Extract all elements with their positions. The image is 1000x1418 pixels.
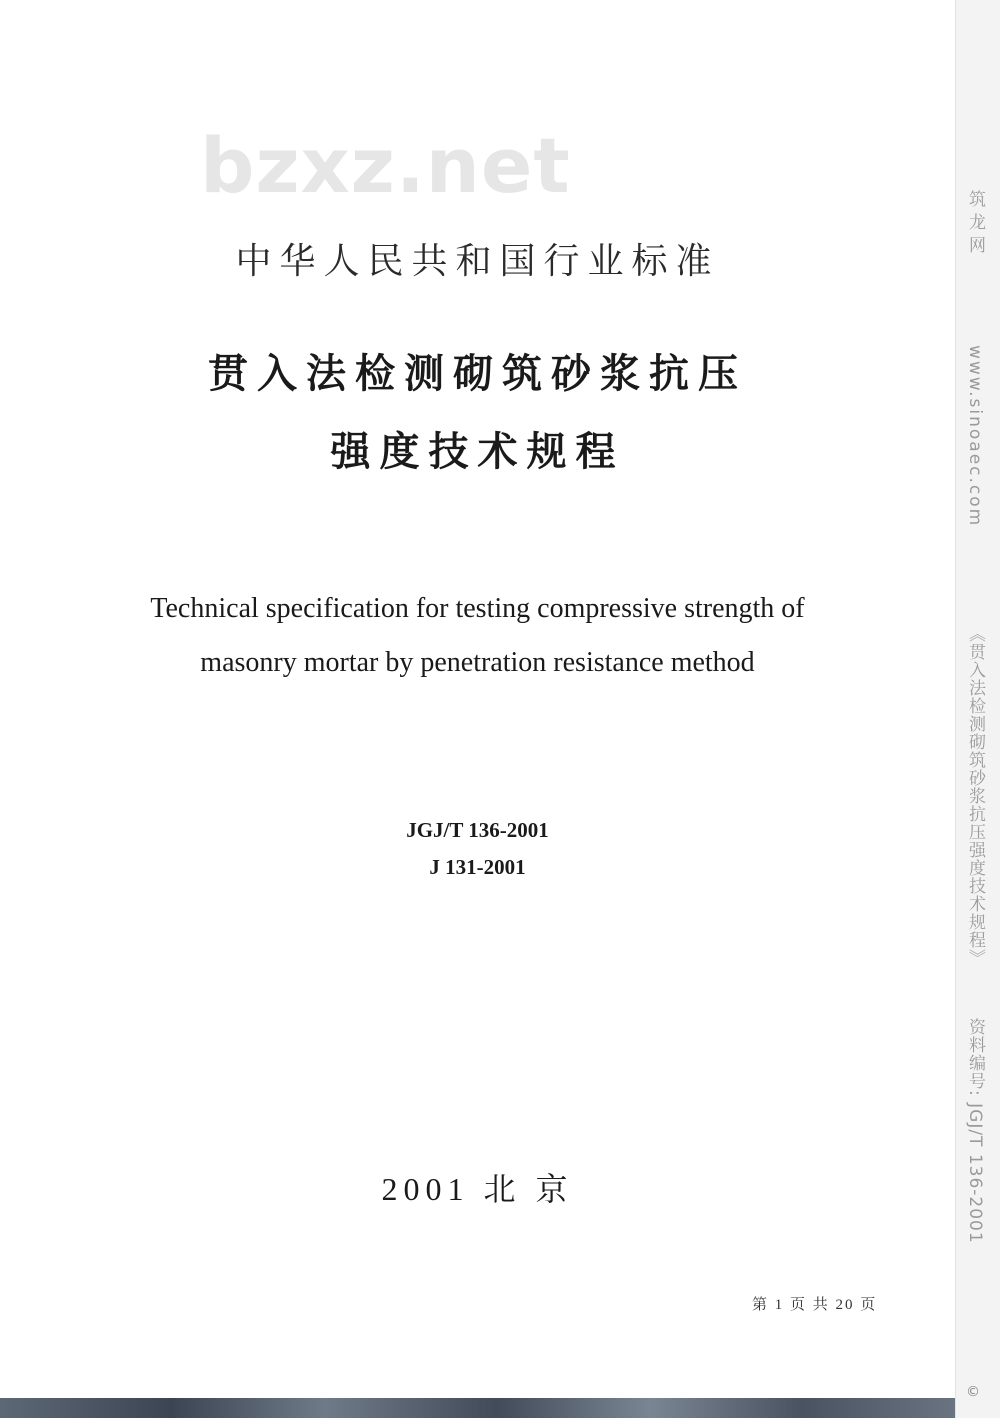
bottom-scan-edge	[0, 1398, 955, 1418]
sidebar-doc-code: 资料编号: JGJ/T 136-2001	[965, 1018, 985, 1244]
watermark-logo: bzxz.net	[200, 121, 571, 210]
publication-info: 2001 北 京	[381, 1171, 574, 1207]
sidebar-site-url: www.sinoaec.com	[965, 345, 985, 528]
standard-code-secondary: J 131-2001	[429, 855, 526, 879]
english-title-line1: Technical specification for testing compressive strength of	[150, 593, 805, 624]
english-title-line2: masonry mortar by penetration resistance method	[200, 647, 755, 678]
sidebar-copyright: ©	[965, 1384, 981, 1400]
main-title-line1: 贯入法检测砌筑砂浆抗压	[208, 351, 747, 397]
standard-code-primary: JGJ/T 136-2001	[406, 818, 549, 842]
main-title-line2: 强度技术规程	[330, 429, 625, 475]
sidebar-site-name: 筑龙网	[965, 190, 985, 259]
sidebar-doc-name: 《贯入法检测砌筑砂浆抗压强度技术规程》	[965, 625, 985, 967]
org-title: 中华人民共和国行业标准	[235, 241, 720, 282]
page-indicator: 第 1 页 共 20 页	[752, 1297, 878, 1313]
